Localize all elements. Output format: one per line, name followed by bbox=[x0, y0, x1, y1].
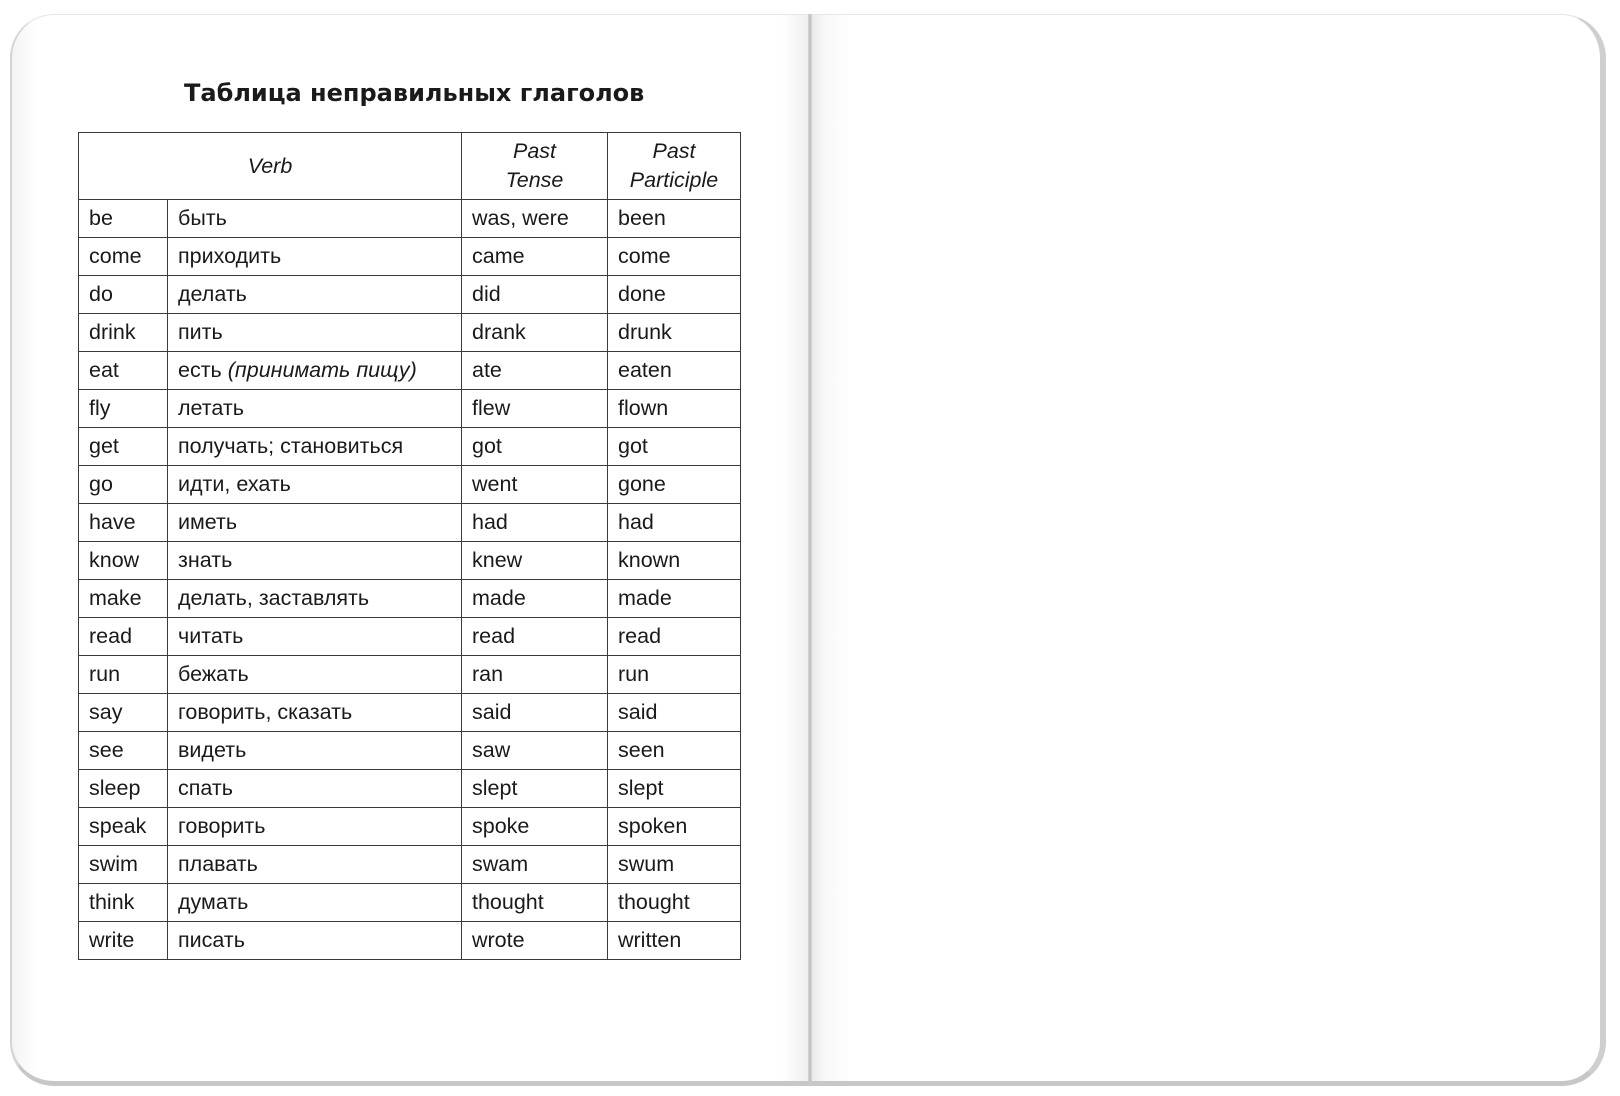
table-row bbox=[79, 922, 741, 960]
table-row bbox=[79, 732, 741, 770]
verb-base-cell: make bbox=[79, 580, 168, 618]
verb-translation-cell bbox=[168, 428, 462, 466]
book-fold bbox=[808, 14, 812, 1081]
verb-past-participle-cell: come bbox=[608, 238, 741, 276]
verb-past-participle-cell: done bbox=[608, 276, 741, 314]
verb-past-tense-cell: thought bbox=[462, 884, 608, 922]
verb-past-tense-cell: spoke bbox=[462, 808, 608, 846]
verb-past-participle-cell: read bbox=[608, 618, 741, 656]
verb-past-tense-cell: swam bbox=[462, 846, 608, 884]
verb-past-participle-cell: flown bbox=[608, 390, 741, 428]
table-row bbox=[79, 846, 741, 884]
verb-past-tense-cell: got bbox=[462, 428, 608, 466]
verb-past-participle-cell: been bbox=[608, 200, 741, 238]
table-row bbox=[79, 884, 741, 922]
table-row bbox=[79, 352, 741, 390]
table-header-row bbox=[79, 133, 741, 200]
verb-past-tense-cell: made bbox=[462, 580, 608, 618]
verb-translation-cell bbox=[168, 466, 462, 504]
verb-translation: говорить, сказать bbox=[178, 700, 353, 724]
verb-base-cell: say bbox=[79, 694, 168, 732]
verb-translation: делать, заставлять bbox=[178, 586, 370, 610]
verb-translation: пить bbox=[178, 320, 223, 344]
verb-translation: получать; становиться bbox=[178, 434, 404, 458]
verb-base-cell: fly bbox=[79, 390, 168, 428]
verb-past-tense-cell: wrote bbox=[462, 922, 608, 960]
verb-translation: летать bbox=[178, 396, 244, 420]
verb-base-cell: know bbox=[79, 542, 168, 580]
verb-past-tense-cell: said bbox=[462, 694, 608, 732]
verb-translation: говорить bbox=[178, 814, 266, 838]
verb-past-participle-cell: written bbox=[608, 922, 741, 960]
verb-past-participle-cell: run bbox=[608, 656, 741, 694]
verb-past-participle-cell: got bbox=[608, 428, 741, 466]
table-row bbox=[79, 276, 741, 314]
verb-translation-cell bbox=[168, 846, 462, 884]
table-row bbox=[79, 694, 741, 732]
verb-translation-cell bbox=[168, 732, 462, 770]
verb-translation: знать bbox=[178, 548, 233, 572]
verb-translation-cell bbox=[168, 352, 462, 390]
table-row bbox=[79, 428, 741, 466]
verb-base-cell: think bbox=[79, 884, 168, 922]
verb-past-participle-cell: had bbox=[608, 504, 741, 542]
verb-past-tense-cell: slept bbox=[462, 770, 608, 808]
header-past-participle-label: Past Participle bbox=[629, 139, 719, 192]
header-past-tense bbox=[462, 133, 608, 200]
verb-past-participle-cell: eaten bbox=[608, 352, 741, 390]
table-row bbox=[79, 466, 741, 504]
verb-translation-cell bbox=[168, 542, 462, 580]
verb-past-participle-cell: spoken bbox=[608, 808, 741, 846]
table-row bbox=[79, 770, 741, 808]
verb-past-tense-cell: had bbox=[462, 504, 608, 542]
table-body bbox=[79, 200, 741, 960]
page-title: Таблица неправильных глаголов bbox=[184, 79, 645, 107]
verb-translation-note: (принимать пищу) bbox=[227, 358, 417, 382]
table-row bbox=[79, 542, 741, 580]
verb-past-tense-cell: read bbox=[462, 618, 608, 656]
verb-translation-cell bbox=[168, 580, 462, 618]
irregular-verbs-table bbox=[78, 132, 741, 960]
verb-past-tense-cell: flew bbox=[462, 390, 608, 428]
verb-past-tense-cell: saw bbox=[462, 732, 608, 770]
verb-past-participle-cell: swum bbox=[608, 846, 741, 884]
table-row bbox=[79, 200, 741, 238]
verb-past-participle-cell: seen bbox=[608, 732, 741, 770]
verb-translation-cell bbox=[168, 200, 462, 238]
verb-translation: идти, ехать bbox=[178, 472, 291, 496]
verb-translation: делать bbox=[178, 282, 247, 306]
header-past-participle bbox=[608, 133, 741, 200]
verb-translation-cell bbox=[168, 656, 462, 694]
book-spread bbox=[10, 14, 1606, 1086]
verb-base-cell: sleep bbox=[79, 770, 168, 808]
table-row bbox=[79, 390, 741, 428]
verb-base-cell: see bbox=[79, 732, 168, 770]
verb-translation: быть bbox=[178, 206, 227, 230]
verb-base-cell: read bbox=[79, 618, 168, 656]
verb-base-cell: eat bbox=[79, 352, 168, 390]
verb-past-participle-cell: made bbox=[608, 580, 741, 618]
table-row bbox=[79, 580, 741, 618]
verb-translation-cell bbox=[168, 694, 462, 732]
verb-translation-cell bbox=[168, 238, 462, 276]
header-verb: Verb bbox=[79, 133, 462, 200]
verb-translation: спать bbox=[178, 776, 233, 800]
verb-translation-cell bbox=[168, 770, 462, 808]
verb-translation: видеть bbox=[178, 738, 247, 762]
verb-base-cell: go bbox=[79, 466, 168, 504]
table-row bbox=[79, 238, 741, 276]
verb-base-cell: run bbox=[79, 656, 168, 694]
verb-translation-cell bbox=[168, 922, 462, 960]
verb-past-tense-cell: was, were bbox=[462, 200, 608, 238]
verb-past-participle-cell: gone bbox=[608, 466, 741, 504]
verb-past-tense-cell: did bbox=[462, 276, 608, 314]
verb-translation-cell bbox=[168, 884, 462, 922]
verb-base-cell: be bbox=[79, 200, 168, 238]
right-page bbox=[810, 14, 1606, 1086]
verb-past-tense-cell: drank bbox=[462, 314, 608, 352]
verb-past-tense-cell: went bbox=[462, 466, 608, 504]
verb-translation: иметь bbox=[178, 510, 238, 534]
verb-translation-cell bbox=[168, 504, 462, 542]
verb-past-tense-cell: ate bbox=[462, 352, 608, 390]
verb-translation: бежать bbox=[178, 662, 249, 686]
verb-base-cell: swim bbox=[79, 846, 168, 884]
verb-base-cell: drink bbox=[79, 314, 168, 352]
verb-past-participle-cell: thought bbox=[608, 884, 741, 922]
verb-base-cell: have bbox=[79, 504, 168, 542]
verb-translation-cell bbox=[168, 276, 462, 314]
table-row bbox=[79, 314, 741, 352]
verb-translation: думать bbox=[178, 890, 249, 914]
verb-past-tense-cell: ran bbox=[462, 656, 608, 694]
verb-base-cell: come bbox=[79, 238, 168, 276]
verb-translation: приходить bbox=[178, 244, 282, 268]
table-row bbox=[79, 618, 741, 656]
verb-translation: писать bbox=[178, 928, 245, 952]
verb-base-cell: speak bbox=[79, 808, 168, 846]
header-past-tense-label: Past Tense bbox=[505, 139, 564, 192]
verb-past-participle-cell: slept bbox=[608, 770, 741, 808]
verb-past-participle-cell: drunk bbox=[608, 314, 741, 352]
verb-translation-cell bbox=[168, 618, 462, 656]
verb-translation-cell bbox=[168, 314, 462, 352]
verb-past-participle-cell: said bbox=[608, 694, 741, 732]
table-row bbox=[79, 808, 741, 846]
verb-translation-cell bbox=[168, 390, 462, 428]
verb-past-tense-cell: came bbox=[462, 238, 608, 276]
verb-base-cell: write bbox=[79, 922, 168, 960]
verb-past-tense-cell: knew bbox=[462, 542, 608, 580]
table-row bbox=[79, 504, 741, 542]
table-row bbox=[79, 656, 741, 694]
verb-past-participle-cell: known bbox=[608, 542, 741, 580]
verb-translation: есть bbox=[178, 358, 222, 382]
verb-translation-cell bbox=[168, 808, 462, 846]
verb-translation: читать bbox=[178, 624, 244, 648]
verb-base-cell: get bbox=[79, 428, 168, 466]
left-page bbox=[10, 14, 810, 1086]
verb-translation: плавать bbox=[178, 852, 258, 876]
verb-base-cell: do bbox=[79, 276, 168, 314]
